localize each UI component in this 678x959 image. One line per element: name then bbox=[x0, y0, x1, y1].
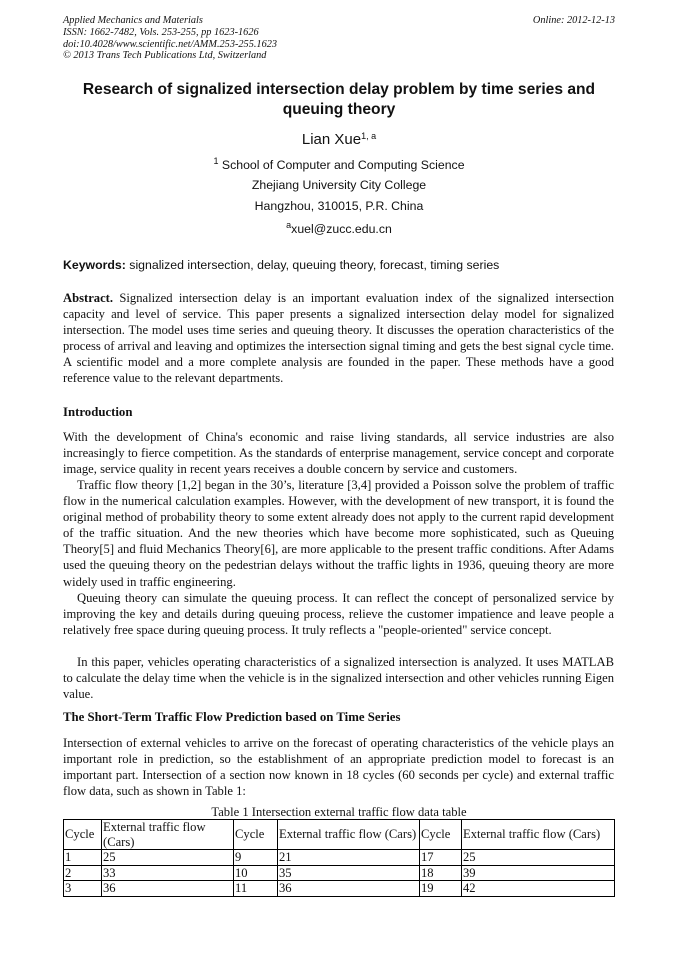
abstract bbox=[63, 290, 614, 387]
table-cell: 35 bbox=[278, 865, 420, 881]
doi-line: doi:10.4028/www.scientific.net/AMM.253-255.1623 bbox=[63, 38, 278, 50]
email-superscript: a bbox=[286, 220, 292, 230]
table-cell: 25 bbox=[102, 850, 234, 866]
table-row bbox=[64, 881, 615, 897]
table-header-cell: External traffic flow (Cars) bbox=[278, 820, 420, 850]
introduction-paragraph-1: With the development of China's economic and raise living standards, all service industries are also increasingly to fierce competition. As the standards of enterprise management, service concept and corporate image, service quality in recent years receives a double concern by service and customers. bbox=[63, 430, 614, 477]
table-cell: 3 bbox=[64, 881, 102, 897]
keywords bbox=[63, 258, 615, 272]
online-date: Online: 2012-12-13 bbox=[532, 15, 615, 26]
table-cell: 25 bbox=[462, 850, 615, 866]
abstract-text: Signalized intersection delay is an important evaluation index of the signalized intersection capacity and level of service. This paper presents a signalized intersection delay model for signalized intersection. The model uses time series and queuing theory. It discusses the operation characteristics of the process of arrival and leaving and optimizes the intersection signal timing and gets the best signal cycle time. A scientific model and a more complete analysis are founded in the paper. These methods have a good reference value to the relevant departments. bbox=[63, 291, 614, 386]
table-cell: 10 bbox=[234, 865, 278, 881]
affiliation-line-1: $^1$ School of Computer and Computing Science bbox=[213, 156, 465, 172]
keywords-label: Keywords: bbox=[63, 258, 126, 272]
copyright-line: © 2013 Trans Tech Publications Ltd, Switzerland bbox=[63, 50, 267, 62]
table-cell: 19 bbox=[420, 881, 462, 897]
table-cell: 9 bbox=[234, 850, 278, 866]
section-heading-time-series: The Short-Term Traffic Flow Prediction based on Time Series bbox=[63, 710, 401, 724]
author-name: Lian Xue bbox=[301, 131, 362, 148]
table-cell: 33 bbox=[102, 865, 234, 881]
table-row bbox=[64, 865, 615, 881]
abstract-label: Abstract. bbox=[63, 291, 114, 305]
table-header-cell: Cycle bbox=[420, 820, 462, 850]
table-cell: 36 bbox=[278, 881, 420, 897]
table-header-row bbox=[64, 820, 615, 850]
section-paragraph: Intersection of external vehicles to arrive on the forecast of operating characteristics of the vehicle plays an important role in prediction, so the establishment of an appropriate prediction model to forecast is an important part. Intersection of a section now known in 18 cycles (60 seconds per cycle) and external traffic flow data, such as shown in Table 1: bbox=[63, 736, 614, 799]
introduction-paragraph-2: Traffic flow theory [1,2] began in the 30’s, literature [3,4] provided a Poisson solve the problem of traffic flow in the numerical calculation examples. However, with the development of new transport, it is found the original method of probability theory to some extent already does not apply to the current rapid development of the traffic situation. And the new theories which have become more sophisticated, such as Queuing Theory[5] and fluid Mechanics Theory[6], are more applicable to the present traffic conditions. After Adams used the queuing theory on the pedestrian delays without the traffic lights in 1936, queuing theory are more widely used in traffic engineering. bbox=[63, 478, 614, 589]
table-cell: 39 bbox=[462, 865, 615, 881]
affiliation-line-2: Zhejiang University City College bbox=[251, 178, 427, 192]
affiliation-line-3: Hangzhou, 310015, P.R. China bbox=[254, 199, 424, 213]
table-cell: 42 bbox=[462, 881, 615, 897]
traffic-flow-table bbox=[63, 819, 615, 897]
introduction-paragraph-3: Queuing theory can simulate the queuing process. It can reflect the concept of personalized service by improving the key and details during queuing process, relieve the customer impatience and leave people a relatively free space during queuing process. It truly reflects a "people-oriented" service concept. bbox=[63, 591, 614, 638]
introduction-paragraph-4: In this paper, vehicles operating characteristics of a signalized intersection is analyzed. It uses MATLAB to calculate the delay time when the vehicle is in the signalized intersection and other vehicles running Eigen value. bbox=[63, 655, 614, 702]
paper-title: Research of signalized intersection delay problem by time series and queuing theory bbox=[82, 81, 596, 118]
table-header-cell: Cycle bbox=[64, 820, 102, 850]
table-cell: 2 bbox=[64, 865, 102, 881]
table-cell: 21 bbox=[278, 850, 420, 866]
table-header-cell: External traffic flow (Cars) bbox=[102, 820, 234, 850]
author-email: $^a$xuel@zucc.edu.cn bbox=[286, 220, 392, 236]
table-cell: 17 bbox=[420, 850, 462, 866]
table-header-cell: External traffic flow (Cars) bbox=[462, 820, 615, 850]
table-cell: 36 bbox=[102, 881, 234, 897]
table-cell: 1 bbox=[64, 850, 102, 866]
introduction-heading: Introduction bbox=[63, 405, 133, 419]
issn-line: ISSN: 1662-7482, Vols. 253-255, pp 1623-1626 bbox=[63, 26, 259, 38]
affiliation-superscript: 1 bbox=[213, 156, 219, 166]
author-line bbox=[0, 131, 678, 148]
author-superscript: 1, a bbox=[361, 131, 377, 141]
journal-name: Applied Mechanics and Materials bbox=[63, 15, 203, 26]
table-cell: 18 bbox=[420, 865, 462, 881]
table-row bbox=[64, 850, 615, 866]
journal-header bbox=[63, 15, 615, 62]
table-caption: Table 1 Intersection external traffic flow data table bbox=[211, 805, 467, 819]
keywords-text: signalized intersection, delay, queuing theory, forecast, timing series bbox=[129, 258, 500, 272]
table-cell: 11 bbox=[234, 881, 278, 897]
table-header-cell: Cycle bbox=[234, 820, 278, 850]
